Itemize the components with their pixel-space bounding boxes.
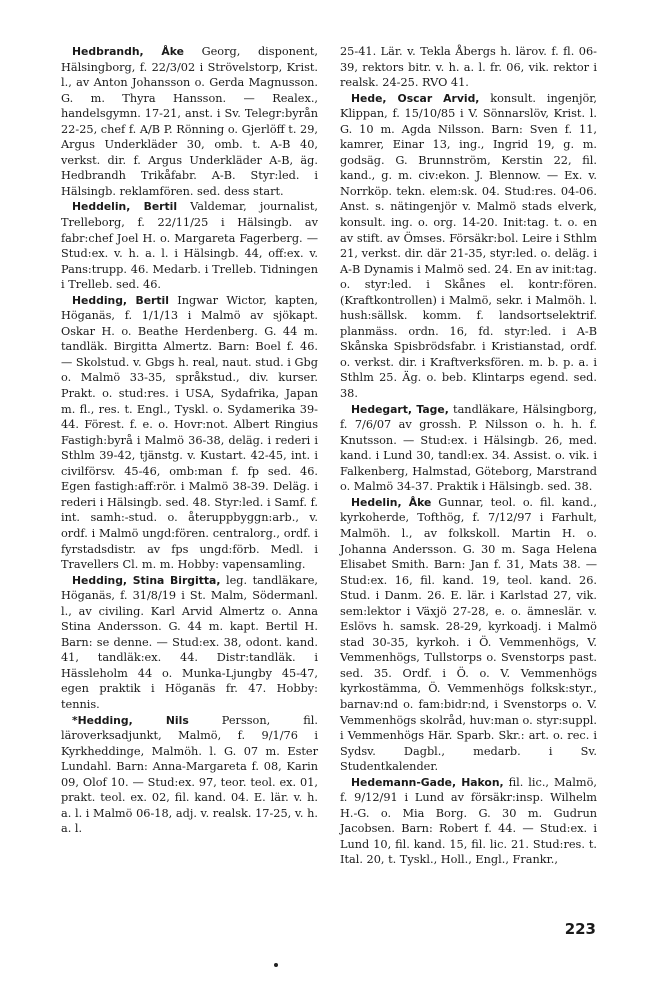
entry-name: Hedegart, Tage, <box>351 402 449 416</box>
entry-name: *Hedding, Nils <box>72 713 189 727</box>
entry-text: 25-41. Lär. v. Tekla Åbergs h. lärov. f. fl. 06-39, rektors bitr. v. h. a. l. fr. 06, vik. rektor i realsk. 24-25. RVO 41. <box>340 45 597 90</box>
entry-text: tandläkare, Hälsingborg, f. 7/6/07 av grossh. P. Nilsson o. h. h. f. Knutsson. — Stud:ex. i Hälsingb. 26, med. kand. i Lund 30, tandl:ex. 34. Assist. o. vik. i Falkenberg, Halmstad, Göteborg, Marstrand o. Malmö 34-37. Praktik i Hälsingb. sed. 38. <box>340 402 597 494</box>
right-column <box>340 44 597 868</box>
entry-hedegart <box>340 402 597 495</box>
entry-text: Persson, fil. läroverksadjunkt, Malmö, f. 9/1/76 i Kyrkheddinge, Malmöh. l. G. 07 m. Ester Lundahl. Barn: Anna-Margareta f. 08, Karin 09, Olof 10. — Stud:ex. 97, teor. teol. ex. 01, prakt. teol. ex. 02, fil. kand. 04. E. lär. v. h. a. l. i Malmö 06-18, adj. v. realsk. 17-25, v. h. a. l. <box>61 713 318 836</box>
entry-hedding-nils <box>61 713 318 837</box>
entry-hedding-bertil <box>61 293 318 573</box>
entry-text: fil. lic., Malmö, f. 9/12/91 i Lund av försäkr:insp. Wilhelm H.-G. o. Mia Borg. G. 30 m. Gudrun Jacobsen. Barn: Robert f. 44. — Stud:ex. i Lund 10, fil. kand. 15, fil. lic. 21. Stud:res. t. Ital. 20, t. Tyskl., Holl., Engl., Frankr., <box>340 775 597 867</box>
entry-text: Valdemar, journalist, Trelleborg, f. 22/11/25 i Hälsingb. av fabr:chef Joel H. o. Margareta Fagerberg. — Stud:ex. v. h. a. l. i Hälsingb. 44, off:ex. v. Pans:trupp. 46. Medarb. i Trelleb. Tidningen i Trelleb. sed. 46. <box>61 200 318 292</box>
entry-hedelin <box>340 495 597 775</box>
entry-name: Hedelin, Åke <box>351 495 432 509</box>
entry-continuation <box>340 44 597 91</box>
page-number: 223 <box>564 920 596 938</box>
entry-hedemann-gade <box>340 775 597 868</box>
entry-name: Hede, Oscar Arvid, <box>351 91 480 105</box>
entry-text: Ingwar Wictor, kapten, Höganäs, f. 1/1/13 i Malmö av sjökapt. Oskar H. o. Beathe Herdenberg. G. 44 m. tandläk. Birgitta Almertz. Barn: Boel f. 46. — Skolstud. v. Gbgs h. real, naut. stud. i Gbg o. Malmö 33-35, språkstud., div. kurser. Prakt. o. stud:res. i USA, Sydafrika, Japan m. fl., res. t. Engl., Tyskl. o. Sydamerika 39-44. Förest. f. e. o. Hovr:not. Albert Ringius Fastigh:byrå i Malmö 36-38, deläg. i rederi i Sthlm 39-42, tjänstg. v. Kustart. 42-45, int. i civilförsv. 45-46, omb:man f. fp sed. 46. Egen fastigh:aff:rör. i Malmö 38-39. Deläg. i rederi i Hälsingb. sed. 48. Styr:led. i Samf. f. int. samh:-stud. o. återuppbyggn:arb., v. ordf. i Malmö ungd:fören. centralorg., ordf. i fyrstadsdistr. av fps ungd:förb. Medl. i Travellers Cl. m. m. Hobby: vapensamling. <box>61 293 318 572</box>
entry-name: Hedemann-Gade, Hakon, <box>351 775 504 789</box>
entry-name: Hedding, Stina Birgitta, <box>72 573 221 587</box>
entry-text: Georg, disponent, Hälsingborg, f. 22/3/02 i Strövelstorp, Krist. l., av Anton Johansson o. Gerda Magnusson. G. m. Thyra Hansson. — Realex., handelsgymn. 17-21, anst. i Sv. Telegr:byrån 22-25, chef f. A/B P. Rönning o. Gjerlöff t. 29, Argus Underkläder 30, omb. t. A-B 40, verkst. dir. f. Argus Underkläder A-B, äg. Hedbrandh Trikåfabr. A-B. Styr:led. i Hälsingb. reklamfören. sed. dess start. <box>61 45 318 198</box>
entry-hede <box>340 91 597 402</box>
footer-dot <box>274 963 278 967</box>
entry-text: konsult. ingenjör, Klippan, f. 15/10/85 i V. Sönnarslöv, Krist. l. G. 10 m. Agda Nilsson. Barn: Sven f. 11, kamrer, Einar 13, ing., Ingrid 19, g. m. godsäg. G. Brunnström, Kerstin 22, fil. kand., g. m. civ:ekon. J. Blennow. — Ex. v. Norrköp. tekn. elem:sk. 04. Stud:res. 04-06. Anst. s. nätingenjör v. Malmö stads elverk, konsult. ing. o. org. 14-20. Init:tag. t. o. en av stift. av Ömses. Försäkr:bol. Leire i Sthlm 21, verkst. dir. där 21-35, styr:led. o. deläg. i A-B Dynamis i Malmö sed. 24. En av init:tag. o. styr:led. i Skånes el. kontr:fören. (Kraftkontrollen) i Malmö, sekr. i Malmöh. l. hush:sällsk. komm. f. landsortselektrif. planmäss. ordn. 16, fd. styr:led. i A-B Skånska Spisbrödsfabr. i Kristianstad, ordf. o. verkst. dir. i Kraftverksfören. m. b. p. a. i Sthlm 25. Äg. o. beb. Klintarps egend. sed. 38. <box>340 91 597 401</box>
entry-name: Heddelin, Bertil <box>72 200 178 214</box>
entry-hedding-stina <box>61 573 318 713</box>
entry-name: Hedding, Bertil <box>72 293 169 307</box>
entry-text: leg. tandläkare, Höganäs, f. 31/8/19 i St. Malm, Södermanl. l., av civiling. Karl Arvid Almertz o. Anna Stina Andersson. G. 44 m. kapt. Bertil H. Barn: se denne. — Stud:ex. 38, odont. kand. 41, tandläk:ex. 44. Distr:tandläk. i Hässleholm 44 o. Munka-Ljungby 45-47, egen praktik i Höganäs fr. 47. Hobby: tennis. <box>61 573 318 711</box>
entry-hedbrandh <box>61 44 318 199</box>
entry-text: Gunnar, teol. o. fil. kand., kyrkoherde, Tofthög, f. 7/12/97 i Farhult, Malmöh. l., av folkskoll. Martin H. o. Johanna Andersson. G. 30 m. Saga Helena Elisabet Smith. Barn: Jan f. 31, Mats 38. — Stud:ex. 16, fil. kand. 19, teol. kand. 26. Stud. i Danm. 26. E. lär. i Karlstad 27, vik. sem:lektor i Växjö 27-28, e. o. ämneslär. v. Eslövs h. samsk. 28-29, kyrkoadj. i Malmö stad 30-35, kyrkoh. i Ö. Vemmenhögs, V. Vemmenhögs, Tullstorps o. Svenstorps past. sed. 35. Ordf. i Ö. o. V. Vemmenhögs kyrkostämma, Ö. Vemmenhögs folksk:styr., barnav:nd o. fam:bidr:nd, i Svenstorps o. V. Vemmenhögs skolråd, huv:man o. styr:suppl. i Vemmenhögs Här. Sparb. Skr.: art. o. rec. i Sydsv. Dagbl., medarb. i Sv. Studentkalender. <box>340 495 597 774</box>
entry-heddelin <box>61 199 318 292</box>
entry-name: Hedbrandh, Åke <box>72 45 184 58</box>
left-column <box>61 44 318 837</box>
